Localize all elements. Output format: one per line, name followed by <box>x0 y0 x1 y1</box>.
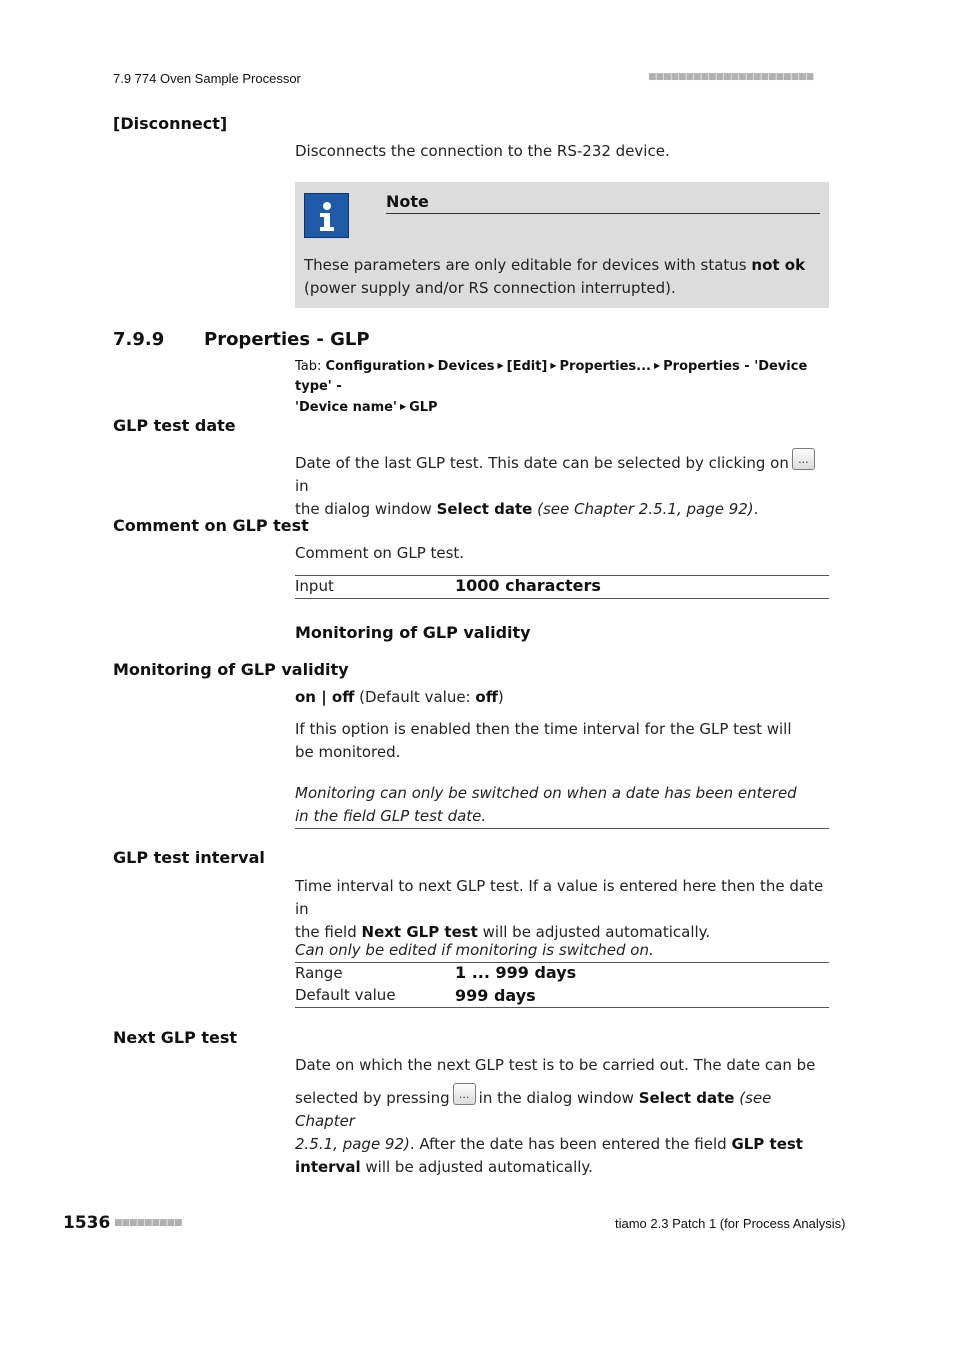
running-header: 7.9 774 Oven Sample Processor <box>113 71 301 86</box>
next-text1: Date on which the next GLP test is to be carried out. The date can be <box>295 1056 816 1074</box>
tab-item-edit: [Edit] <box>506 359 548 374</box>
interval-note: Can only be edited if monitoring is switched on. <box>295 941 654 959</box>
disconnect-description: Disconnects the connection to the RS-232 device. <box>295 142 670 160</box>
tab-prefix: Tab: <box>295 359 322 374</box>
next-chapter-ref1: (see Chapter <box>295 1089 772 1130</box>
tab-item-devices: Devices <box>437 359 495 374</box>
note-text-bold: not ok <box>751 256 806 274</box>
next-text3b: . After the date has been entered the field <box>409 1135 732 1153</box>
glp-date-select-date: Select date <box>436 500 533 518</box>
note-text-before: These parameters are only editable for devices with status <box>304 256 752 274</box>
note-title: Note <box>386 192 429 211</box>
glp-date-text3: the dialog window <box>295 500 437 518</box>
monitoring-note: Monitoring can only be switched on when a date has been entered in the field GLP test date. <box>295 784 797 825</box>
monitoring-options <box>295 686 829 709</box>
default-value-label: Default value <box>295 986 396 1004</box>
option-off: off <box>331 688 355 706</box>
interval-next-glp-test: Next GLP test <box>361 923 478 941</box>
next-text2b: in the dialog window <box>478 1089 639 1107</box>
term-monitoring-of-glp-validity: Monitoring of GLP validity <box>113 660 349 679</box>
term-glp-test-date: GLP test date <box>113 416 236 435</box>
note-box <box>295 182 829 308</box>
section-title: Properties - GLP <box>204 329 370 350</box>
next-glp-test-bold: GLP test <box>731 1135 803 1153</box>
ellipsis-button-icon: ··· <box>453 1083 476 1105</box>
comment-input-label: Input <box>295 577 334 595</box>
glp-date-chapter-ref: (see Chapter 2.5.1, page 92) <box>537 500 754 518</box>
next-text2a: selected by pressing <box>295 1089 450 1107</box>
interval-description <box>295 875 829 944</box>
info-icon <box>304 193 349 238</box>
tab-item-properties: Properties... <box>559 359 651 374</box>
default-suffix: ) <box>497 688 504 706</box>
comment-table-bottom-rule <box>295 598 829 599</box>
term-disconnect: [Disconnect] <box>113 114 228 133</box>
glp-date-text1: Date of the last GLP test. This date can be selected by clicking on <box>295 454 789 472</box>
next-chapter-ref2: 2.5.1, page 92) <box>295 1135 410 1153</box>
ellipsis-button-icon: ··· <box>792 448 815 470</box>
tab-item-configuration: Configuration <box>325 359 426 374</box>
glp-date-text2: in <box>295 477 309 495</box>
note-text <box>304 254 819 300</box>
note-text-after: (power supply and/or RS connection interrupted). <box>304 279 676 297</box>
tab-path: Tab: Configuration ▶ Devices ▶ [Edit] ▶ Properties... ▶ Properties - 'Device type' - 'Device name' ▶ GLP <box>295 359 808 415</box>
tab-item-glp: GLP <box>409 400 438 415</box>
note-divider <box>386 213 820 214</box>
glp-test-date-description <box>295 448 829 521</box>
monitoring-rule <box>295 828 829 829</box>
interval-text1: Time interval to next GLP test. If a value is entered here then the date in <box>295 877 824 918</box>
page-number: 1536 <box>63 1213 111 1233</box>
interval-text2c: will be adjusted automatically. <box>477 923 711 941</box>
range-label: Range <box>295 964 343 982</box>
term-comment-on-glp-test: Comment on GLP test <box>113 516 309 535</box>
next-description <box>295 1083 829 1179</box>
term-glp-test-interval: GLP test interval <box>113 848 265 867</box>
comment-input-value: 1000 characters <box>455 576 601 595</box>
interval-text2a: the field <box>295 923 362 941</box>
option-on: on <box>295 688 316 706</box>
footer-dots: ■■■■■■■■■ <box>114 1218 182 1228</box>
default-prefix: (Default value: <box>354 688 476 706</box>
default-value: off <box>475 688 498 706</box>
section-number: 7.9.9 <box>113 329 165 350</box>
next-select-date: Select date <box>638 1089 735 1107</box>
monitoring-description: If this option is enabled then the time interval for the GLP test will be monitored. <box>295 720 792 761</box>
next-text4b: will be adjusted automatically. <box>360 1158 593 1176</box>
range-value: 1 ... 999 days <box>455 963 577 982</box>
footer-product: tiamo 2.3 Patch 1 (for Process Analysis) <box>615 1216 846 1231</box>
glp-date-period: . <box>753 500 759 518</box>
header-dots: ■■■■■■■■■■■■■■■■■■■■■■ <box>648 72 814 82</box>
tab-item-device-name: 'Device name' <box>295 400 397 415</box>
default-value-value: 999 days <box>455 986 536 1005</box>
tab-item-properties-device-type: Properties - 'Device type' - <box>295 359 808 394</box>
monitoring-subheading: Monitoring of GLP validity <box>295 623 531 642</box>
term-next-glp-test: Next GLP test <box>113 1028 238 1047</box>
comment-description: Comment on GLP test. <box>295 544 465 562</box>
interval-table-bottom-rule <box>295 1007 829 1008</box>
next-interval-bold: interval <box>295 1158 361 1176</box>
option-separator: | <box>315 688 332 706</box>
